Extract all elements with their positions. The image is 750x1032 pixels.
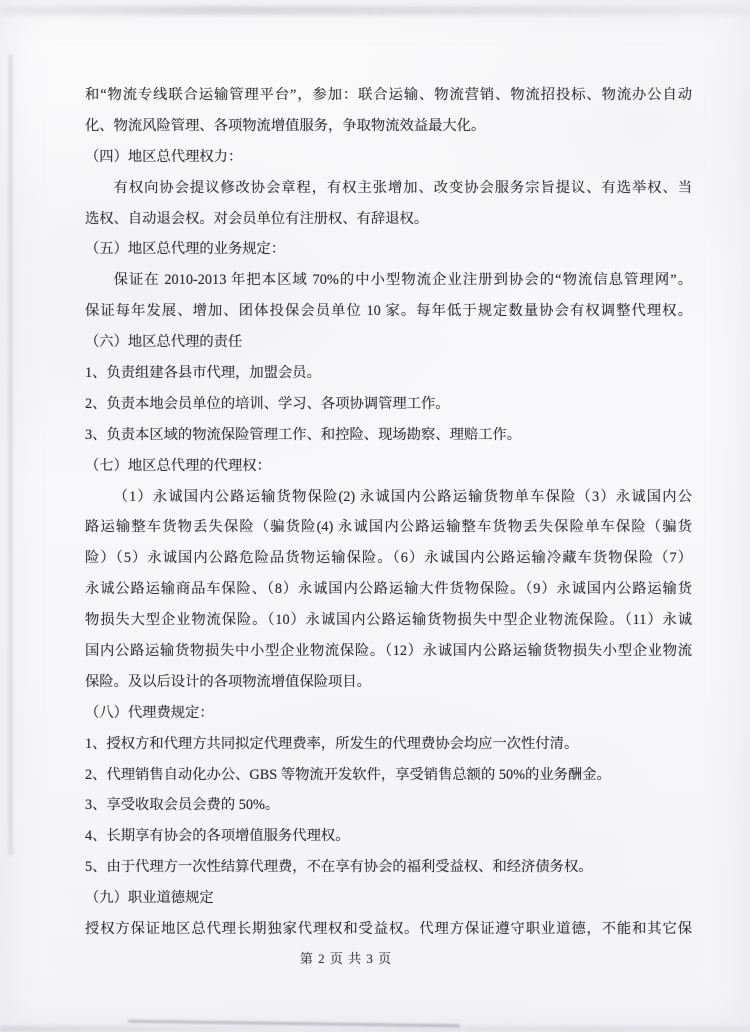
text-line: 授权方保证地区总代理长期独家代理权和受益权。代理方保证遵守职业道德，不能和其它保 — [85, 921, 692, 938]
text-line: （六）地区总代理的责任 — [85, 334, 243, 351]
text-line: （四）地区总代理权力： — [85, 148, 243, 165]
document-body — [85, 80, 692, 945]
text-line: 4、长期享有协会的各项增值服务代理权。 — [85, 828, 350, 845]
text-line: 国内公路运输货物损失中小型企业物流保险。（12）永诚国内公路运输货物损失小型企业物流 — [85, 643, 692, 660]
text-line: 1、负责组建各县市代理，加盟会员。 — [85, 365, 321, 382]
text-line: 永诚公路运输商品车保险、（8）永诚国内公路运输大件货物保险。（9）永诚国内公路运输货 — [85, 581, 692, 598]
page-number: 第 2 页 共 3 页 — [299, 951, 393, 966]
text-line: 保险。及以后设计的各项物流增值保险项目。 — [85, 673, 371, 690]
text-line: 2、代理销售自动化办公、GBS 等物流开发软件，享受销售总额的 50%的业务酬金。 — [85, 766, 611, 783]
text-line: 1、授权方和代理方共同拟定代理费率，所发生的代理费协会均应一次性付清。 — [85, 735, 579, 752]
text-line: 路运输整车货物丢失保险（骗货险(4) 永诚国内公路运输整车货物丢失保险单车保险（骗货 — [85, 519, 692, 536]
text-line: （八）代理费规定： — [85, 704, 214, 721]
scan-artifact-left-crease — [9, 55, 12, 855]
text-line: 选权、自动退会权。对会员单位有注册权、有辞退权。 — [85, 210, 429, 227]
text-line: 化、物流风险管理、各项物流增值服务，争取物流效益最大化。 — [85, 117, 486, 134]
scan-artifact-top-streak — [0, 6, 750, 15]
text-line: 3、负责本区域的物流保险管理工作、和控险、现场勘察、理赔工作。 — [85, 426, 522, 443]
text-line: 5、由于代理方一次性结算代理费，不在享有协会的福利受益权、和经济债务权。 — [85, 859, 593, 876]
scan-artifact-bottom-edge — [0, 1026, 750, 1032]
text-line: 保证在 2010-2013 年把本区域 70%的中小型物流企业注册到协会的“物流信息管理网”。 — [113, 272, 692, 289]
text-line: （九）职业道德规定 — [85, 890, 214, 907]
text-line: 3、享受收取会员会费的 50%。 — [85, 797, 280, 814]
text-line: 物损失大型企业物流保险。（10）永诚国内公路运输货物损失中型企业物流保险。（11）永诚 — [85, 612, 692, 629]
text-line: 保证每年发展、增加、团体投保会员单位 10 家。每年低于规定数量协会有权调整代理权。 — [85, 303, 692, 320]
text-line: 险）（5）永诚国内公路危险品货物运输保险。（6）永诚国内公路运输冷藏车货物保险（7） — [85, 550, 692, 567]
text-line: 2、负责本地会员单位的培训、学习、各项协调管理工作。 — [85, 395, 450, 412]
text-line: 和“物流专线联合运输管理平台”，参加：联合运输、物流营销、物流招投标、物流办公自动 — [85, 87, 692, 103]
text-line: （七）地区总代理的代理权： — [85, 457, 271, 474]
text-line: （1）永诚国内公路运输货物保险(2) 永诚国内公路运输货物单车保险（3）永诚国内公 — [113, 488, 692, 505]
text-line: 有权向协会提议修改协会章程，有权主张增加、改变协会服务宗旨提议、有选举权、当 — [113, 179, 692, 196]
scan-artifact-bottom-streak — [128, 1020, 460, 1028]
text-line: （五）地区总代理的业务规定： — [85, 241, 286, 258]
